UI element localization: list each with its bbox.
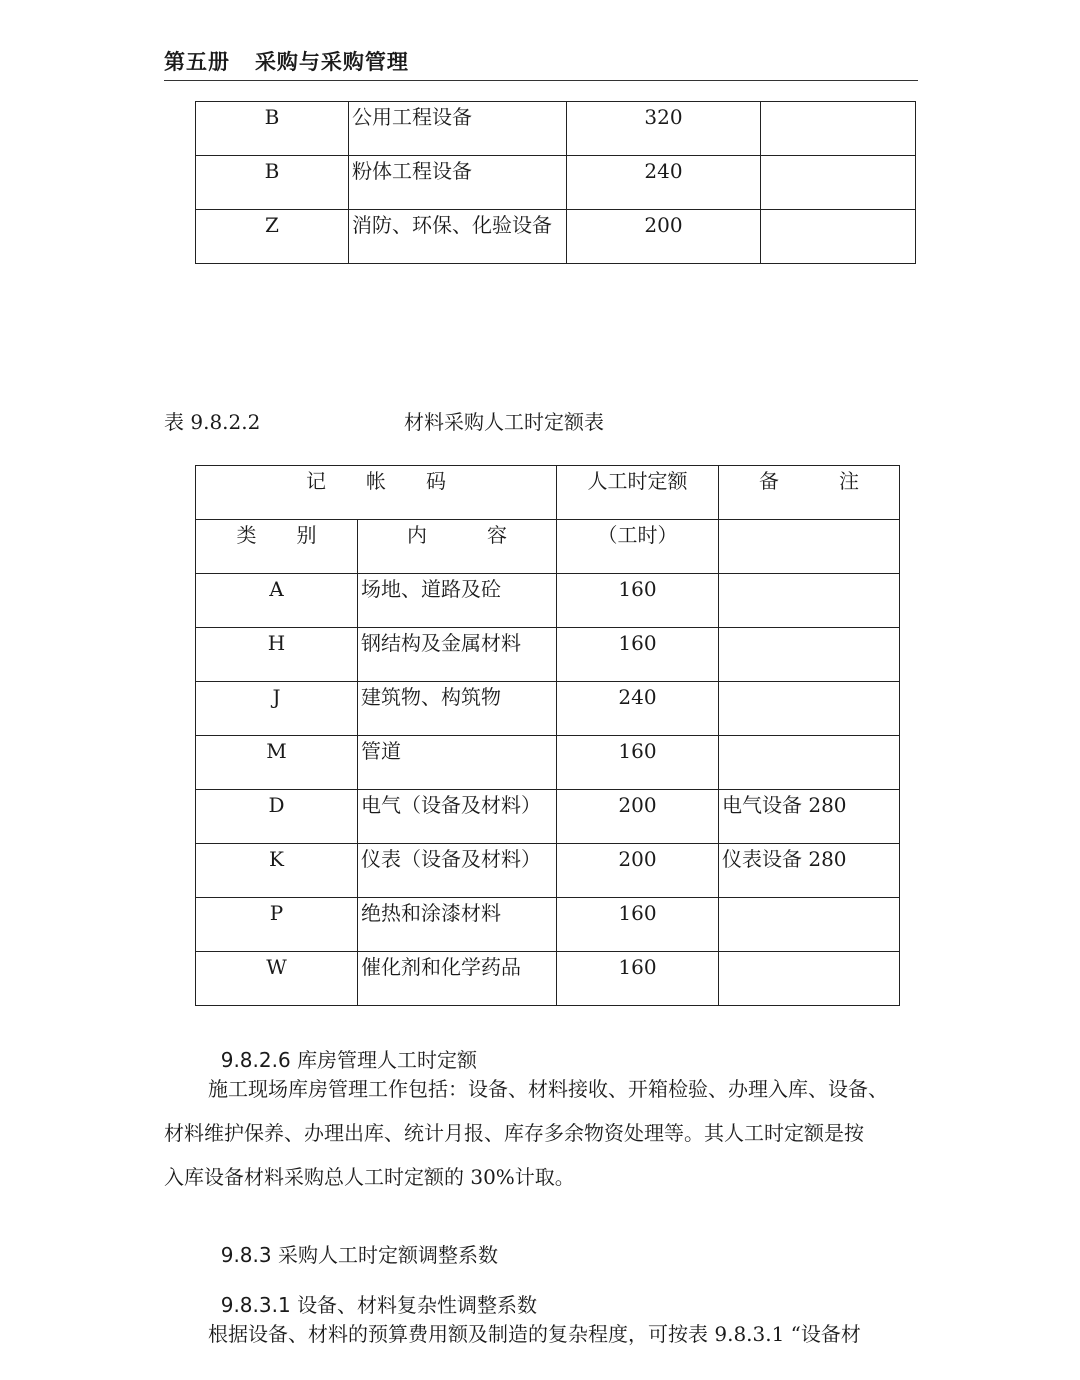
section-number: 9.8.2.6: [220, 1048, 291, 1072]
code-cell: B: [196, 156, 349, 210]
hours-cell: 240: [567, 156, 761, 210]
table-row: [196, 844, 900, 898]
hours-cell: 200: [567, 210, 761, 264]
section-number: 9.8.3.1: [220, 1293, 291, 1317]
paragraph-line: 材料维护保养、办理出库、统计月报、库存多余物资处理等。其人工时定额是按: [164, 1121, 864, 1145]
note-cell: [719, 628, 900, 682]
header-book: 第五册: [164, 50, 230, 74]
equipment-hours-table-continued: [195, 101, 916, 264]
content-cell: 消防、环保、化验设备: [349, 210, 567, 264]
table-row: [196, 790, 900, 844]
header-unit: （工时）: [557, 520, 719, 574]
header-note: 备 注: [719, 466, 900, 520]
table-row: [196, 156, 916, 210]
hours-cell: 160: [557, 898, 719, 952]
section-heading-9831: [208, 1265, 537, 1318]
section-heading-9826: [208, 1020, 477, 1073]
note-cell: [719, 682, 900, 736]
hours-cell: 160: [557, 736, 719, 790]
content-cell: 仪表（设备及材料）: [358, 844, 557, 898]
content-cell: 管道: [358, 736, 557, 790]
table-row: [196, 628, 900, 682]
table-header-row: [196, 520, 900, 574]
note-cell: [719, 574, 900, 628]
hours-cell: 200: [557, 790, 719, 844]
table-caption-title: 材料采购人工时定额表: [404, 410, 604, 434]
code-cell: K: [196, 844, 358, 898]
hours-cell: 200: [557, 844, 719, 898]
content-cell: 钢结构及金属材料: [358, 628, 557, 682]
note-cell: [719, 898, 900, 952]
hours-cell: 160: [557, 574, 719, 628]
section-title: 库房管理人工时定额: [297, 1048, 478, 1072]
paragraph-line: 入库设备材料采购总人工时定额的 30%计取。: [164, 1165, 575, 1189]
code-cell: B: [196, 102, 349, 156]
table-row: [196, 682, 900, 736]
note-cell: [719, 952, 900, 1006]
code-cell: J: [196, 682, 358, 736]
note-cell: [761, 210, 916, 264]
code-cell: P: [196, 898, 358, 952]
code-cell: H: [196, 628, 358, 682]
content-cell: 场地、道路及砼: [358, 574, 557, 628]
hours-cell: 320: [567, 102, 761, 156]
note-cell: [761, 102, 916, 156]
header-hours: 人工时定额: [557, 466, 719, 520]
paragraph-line: 根据设备、材料的预算费用额及制造的复杂程度，可按表 9.8.3.1 “设备材: [208, 1322, 861, 1346]
content-cell: 建筑物、构筑物: [358, 682, 557, 736]
content-cell: 公用工程设备: [349, 102, 567, 156]
note-cell: 仪表设备 280: [719, 844, 900, 898]
header-code-group: 记 帐 码: [196, 466, 557, 520]
header-title: 采购与采购管理: [254, 50, 409, 74]
code-cell: Z: [196, 210, 349, 264]
hours-cell: 240: [557, 682, 719, 736]
code-cell: M: [196, 736, 358, 790]
note-cell: [761, 156, 916, 210]
content-cell: 电气（设备及材料）: [358, 790, 557, 844]
note-cell: [719, 736, 900, 790]
section-number: 9.8.3: [220, 1243, 272, 1267]
code-cell: W: [196, 952, 358, 1006]
content-cell: 绝热和涂漆材料: [358, 898, 557, 952]
table-header-row: [196, 466, 900, 520]
table-row: [196, 898, 900, 952]
table-row: [196, 574, 900, 628]
paragraph-line: 施工现场库房管理工作包括：设备、材料接收、开箱检验、办理入库、设备、: [208, 1077, 888, 1101]
table-row: [196, 210, 916, 264]
page-header: [164, 46, 918, 81]
table-row: [196, 952, 900, 1006]
content-cell: 粉体工程设备: [349, 156, 567, 210]
hours-cell: 160: [557, 628, 719, 682]
section-heading-983: [208, 1215, 498, 1268]
hours-cell: 160: [557, 952, 719, 1006]
code-cell: D: [196, 790, 358, 844]
header-category: 类 别: [196, 520, 358, 574]
section-title: 设备、材料复杂性调整系数: [297, 1293, 538, 1317]
material-hours-table: [195, 465, 900, 1006]
header-empty: [719, 520, 900, 574]
section-title: 采购人工时定额调整系数: [277, 1243, 498, 1267]
header-content: 内 容: [358, 520, 557, 574]
note-cell: 电气设备 280: [719, 790, 900, 844]
code-cell: A: [196, 574, 358, 628]
table-caption-id: 表 9.8.2.2: [164, 410, 261, 434]
table-row: [196, 102, 916, 156]
content-cell: 催化剂和化学药品: [358, 952, 557, 1006]
table-row: [196, 736, 900, 790]
